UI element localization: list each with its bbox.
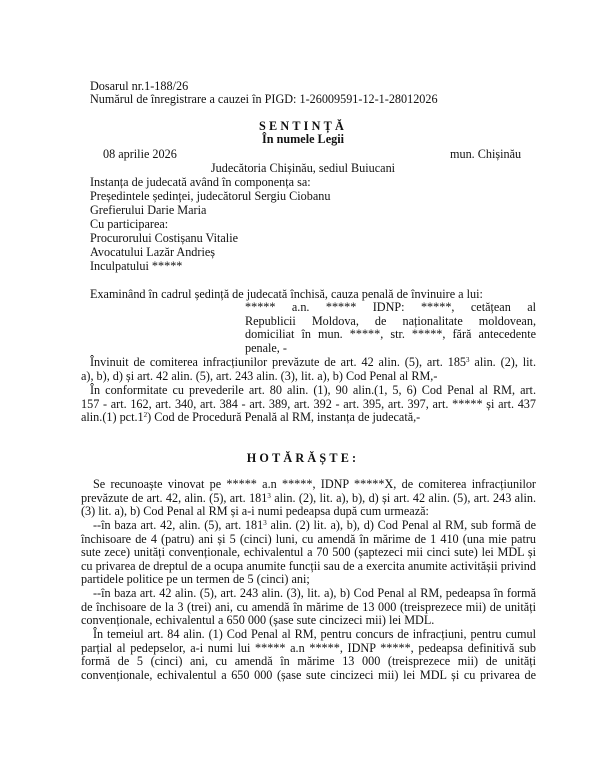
verdict-line: de închisoare de la 3 (trei) ani, cu amendă în mărime de 13 000 (treisprezece mii) de unități [81,599,536,614]
procedure-line: 157 - art. 162, art. 340, art. 384 - art. 389, art. 392 - art. 395, art. 397, art. ***** și art. 437 [81,396,536,411]
defense-lawyer: Avocatului Lazăr Andrieș [90,245,215,259]
verdict-paragraph-2 [81,519,536,587]
verdict-line: (3) lit. a), b) Cod Penal al RM și a-i numi pedeapsa după cum urmează: [81,504,429,519]
defendant-identity-line: ***** a.n. ***** IDNP: *****, cetățean al [245,300,536,314]
verdict-paragraph-4 [81,628,536,682]
examination-intro: Examinând în cadrul ședință de judecată închisă, cauza penală de învinuire a lui: [90,287,483,301]
verdict-line: partidele politice pe un termen de 5 (cinci) ani; [81,572,310,587]
verdict-line: închisoare de 4 (patru) ani și 5 (cinci) luni, cu amendă în mărime de 1 410 (una mie patru [81,531,536,546]
verdict-line: În temeiul art. 84 alin. (1) Cod Penal al RM, pentru concurs de infracțiuni, pentru cumul [93,627,536,641]
sentence-date: 08 aprilie 2026 [103,147,177,161]
registration-number: Numărul de înregistrare a cauzei în PIGD: 1-26009591-12-1-28012026 [90,92,438,106]
procedure-line: În conformitate cu prevederile art. 80 alin. (1), 90 alin.(1, 5, 6) Cod Penal al RM, art. [90,383,536,397]
defendant-identity-line: domiciliat în mun. *****, str. *****, fără antecedente [245,327,536,342]
court-clerk: Grefierului Darie Maria [90,203,207,217]
procedure-paragraph [81,384,536,425]
verdict-paragraph-1 [81,478,536,519]
prosecutor: Procurorului Costișanu Vitalie [90,231,238,245]
procedure-line: alin.(1) $pct.1^2$) Cod de Procedură Penală al RM, instanța de judecată,- [81,410,421,425]
charges-line: a), b), d) și art. 42 alin. (5), art. 243 alin. (3), lit. a), b) Cod Penal al RM,- [81,368,438,383]
verdict-line: --în baza art. 42 alin. (5), art. 243 alin. (3), lit. a), b) Cod Penal al RM, pedeapsa în formă [93,586,536,600]
defendant: Inculpatului ***** [90,259,183,273]
verdict-line: prevăzute de art. 42, alin. (5), art. $181^3$ alin. (2), lit. a), b), d) și art. 42 alin. (5), art. 243 alin. [81,490,536,505]
verdict-line: formă de 5 (cinci) ani, cu amendă în mărime 13 000 (treisprezece mii) de unități [81,654,536,669]
composition-intro: Instanța de judecată având în componența sa: [90,175,311,189]
case-number: Dosarul nr.1-188/26 [90,79,189,93]
court-name: Judecătoria Chișinău, sediul Buiucani [210,161,396,175]
document-subtitle: În numele Legii [262,132,344,146]
charges-paragraph [81,356,536,383]
document-title: SENTINȚĂ [259,119,347,133]
verdict-line: cu privarea de dreptul de a ocupa anumite funcții sau de a exercita anumite activitășii privind [81,558,536,573]
court-president: Președintele ședinței, judecătorul Sergiu Ciobanu [90,189,331,203]
verdict-line: sute zece) unități convenționale, echivalentul a 70 500 (șaptezeci mii cinci sute) lei MDL și [81,545,536,560]
defendant-identity-line: Republicii Moldova, de naționalitate moldovean, [245,313,536,328]
verdict-line: convenționale, echivalentul a 650 000 (șase sute cincizeci mii) lei MDL. [81,613,435,628]
verdict-line: convenționale, echivalentul a 650 000 (șase sute cincizeci mii) lei MDL și cu privarea de [81,667,536,682]
decision-heading: HOTĂRĂȘTE: [246,451,360,465]
charges-line: Învinuit de comiterea infracțiunilor prevăzute de art. 42 alin. (5), art. $185^3$ alin. (2), lit. [90,355,536,369]
defendant-identity-line: penale, - [245,340,287,355]
sentence-place: mun. Chișinău [450,147,522,161]
defendant-identity-block [245,301,536,355]
verdict-line: parțial al pedepselor, a-i numi lui ***** a.n *****, IDNP *****, pedeapsa definitivă sub [81,640,536,655]
verdict-line: --în baza art. 42, alin. (5), art. $181^3$ alin. (2) lit. a), b), d) Cod Penal al RM, sub formă de [93,518,536,532]
verdict-line: Se recunoaște vinovat pe ***** a.n *****, IDNP *****X, de comiterea infracțiunilor [93,477,536,491]
verdict-paragraph-3 [81,587,536,628]
participation-label: Cu participarea: [90,217,169,231]
